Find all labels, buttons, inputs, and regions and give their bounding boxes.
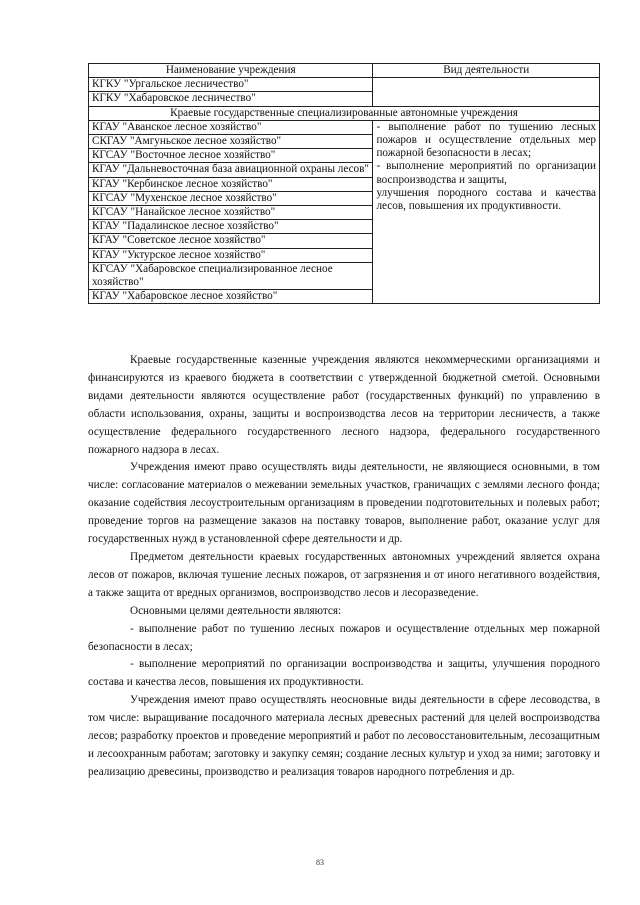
institution-name: КГАУ "Кербинское лесное хозяйство" bbox=[89, 177, 373, 191]
table-row bbox=[89, 78, 600, 92]
section-title: Краевые государственные специализированные автономные учреждения bbox=[89, 106, 600, 120]
table-header-row bbox=[89, 64, 600, 78]
institution-name: КГАУ "Дальневосточная база авиационной охраны лесов" bbox=[89, 163, 373, 177]
institution-name: КГАУ "Падалинское лесное хозяйство" bbox=[89, 220, 373, 234]
activity-cell bbox=[373, 120, 600, 304]
institution-name: КГСАУ "Восточное лесное хозяйство" bbox=[89, 149, 373, 163]
activity-line: улучшения породного состава и качества лесов, повышения их продуктивности. bbox=[376, 186, 596, 213]
paragraph: - выполнение работ по тушению лесных пожаров и осуществление отдельных мер пожарной безопасности в лесах; bbox=[88, 622, 600, 653]
institution-name: КГКУ "Ургальское лесничество" bbox=[89, 78, 373, 92]
activity-cell-empty bbox=[373, 78, 600, 106]
header-institution: Наименование учреждения bbox=[89, 64, 373, 78]
institution-name: КГСАУ "Хабаровское специализированное лесное хозяйство" bbox=[89, 262, 373, 289]
paragraph: Учреждения имеют право осуществлять виды деятельности, не являющиеся основными, в том числе: согласование материалов о межевании земельных участков, граничащих с землями лесного фонда; оказание содействия лесоустроительным организациям в проведении подготовительных и полевых работ; проведение торгов на размещение заказов на поставку товаров, выполнение работ, оказание услуг для государственных нужд в установленной сфере деятельности и др. bbox=[88, 461, 600, 546]
institution-name: КГСАУ "Нанайское лесное хозяйство" bbox=[89, 206, 373, 220]
paragraph: Основными целями деятельности являются: bbox=[130, 604, 342, 617]
activity-line: - выполнение мероприятий по организации воспроизводства и защиты, bbox=[376, 160, 596, 186]
paragraph: - выполнение мероприятий по организации воспроизводства и защиты, улучшения породного состава и качества лесов, повышения их продуктивности. bbox=[88, 658, 600, 689]
header-activity: Вид деятельности bbox=[373, 64, 600, 78]
section-row bbox=[89, 106, 600, 120]
institution-name: СКГАУ "Амгуньское лесное хозяйство" bbox=[89, 135, 373, 149]
paragraph: Учреждения имеют право осуществлять неосновные виды деятельности в сфере лесоводства, в том числе: выращивание посадочного материала лесных древесных растений для целей воспроизводства лесов; разработку проектов и проведение мероприятий и работ по лесовосстановительным, лесозащитным и лесоохранным работам; заготовку и закупку семян; создание лесных культур и уход за ними; заготовку и реализацию древесины, производство и реализация товаров народного потребления и др. bbox=[88, 694, 600, 778]
institution-name: КГАУ "Уктурское лесное хозяйство" bbox=[89, 248, 373, 262]
body-text bbox=[88, 352, 600, 782]
institution-name: КГСАУ "Мухенское лесное хозяйство" bbox=[89, 191, 373, 205]
activity-line: - выполнение работ по тушению лесных пожаров и осуществление отдельных мер пожарной безопасности в лесах; bbox=[376, 120, 596, 160]
institution-name: КГАУ "Аванское лесное хозяйство" bbox=[89, 120, 373, 134]
institutions-table bbox=[88, 63, 600, 304]
institution-name: КГКУ "Хабаровское лесничество" bbox=[89, 92, 373, 106]
institution-name: КГАУ "Хабаровское лесное хозяйство" bbox=[89, 290, 373, 304]
page-number: 83 bbox=[316, 858, 324, 867]
institution-name: КГАУ "Советское лесное хозяйство" bbox=[89, 234, 373, 248]
table-row bbox=[89, 120, 600, 134]
paragraph: Краевые государственные казенные учреждения являются некоммерческими организациями и финансируются из краевого бюджета в соответствии с утвержденной бюджетной сметой. Основными видами деятельности являются осуществление работ (государственных функций) по управлению в области использования, охраны, защиты и воспроизводства лесов на территории лесничеств, а также осуществление федерального государственного лесного надзора, федерального государственного пожарного надзора в лесах. bbox=[88, 354, 600, 456]
paragraph: Предметом деятельности краевых государственных автономных учреждений является охрана лесов от пожаров, включая тушение лесных пожаров, от загрязнения и от иного негативного воздействия, а также защита от вредных организмов, воспроизводство лесов и лесоразведение. bbox=[88, 550, 600, 599]
